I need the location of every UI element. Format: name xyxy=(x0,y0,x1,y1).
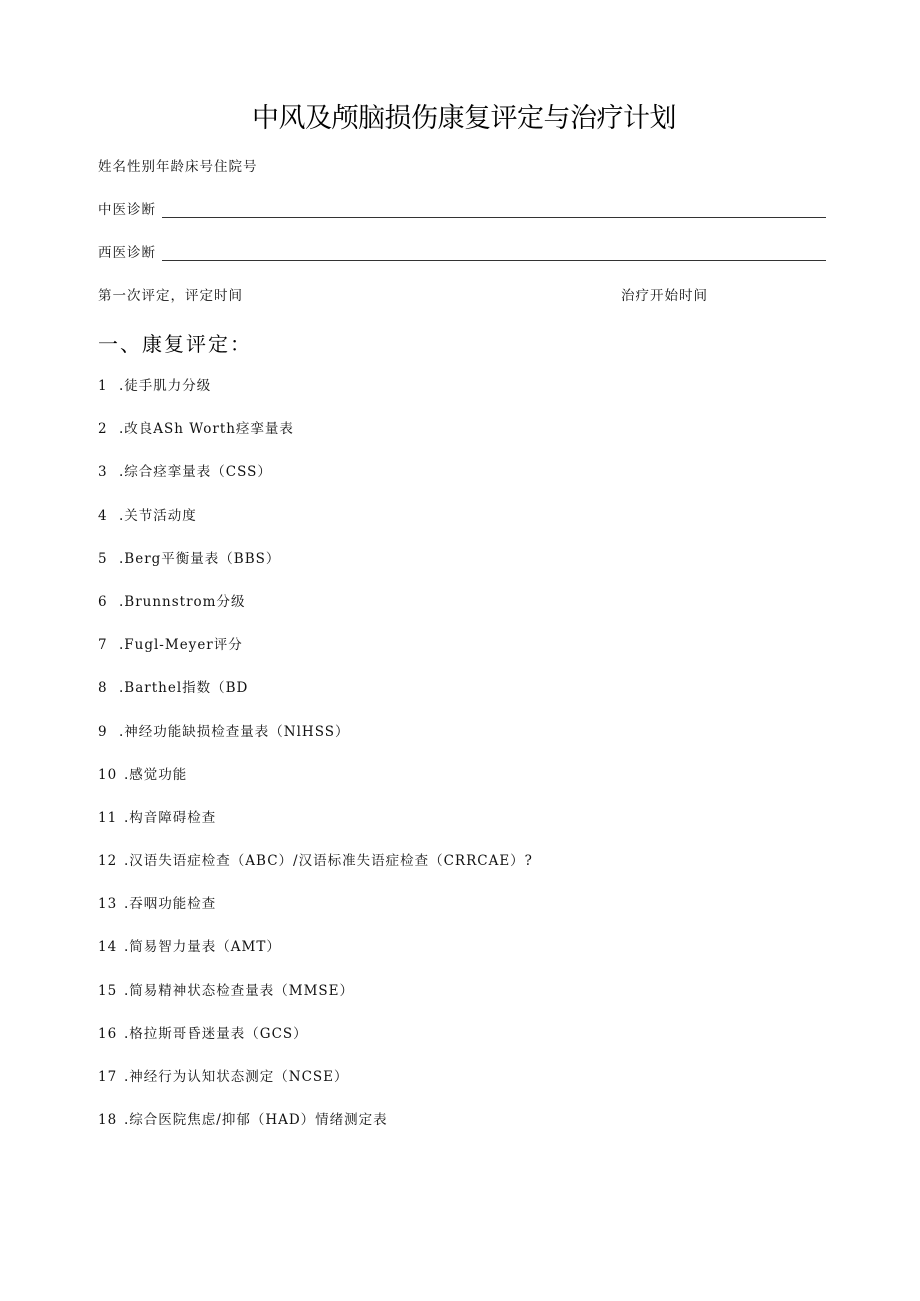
item-number: 2 xyxy=(98,421,108,438)
list-item xyxy=(98,982,533,1025)
list-item xyxy=(98,636,533,679)
item-number: 3 xyxy=(98,464,108,481)
item-text: .Barthel指数（BD xyxy=(119,680,249,697)
item-text: .吞咽功能检查 xyxy=(124,896,217,913)
item-text: .Brunnstrom分级 xyxy=(119,593,246,610)
item-number: 1 xyxy=(98,378,108,394)
page-title: 中风及颅脑损伤康复评定与治疗计划 xyxy=(252,103,676,134)
item-text: .神经功能缺损检查量表（NlHSS） xyxy=(119,723,350,740)
item-text: .Berg平衡量表（BBS） xyxy=(119,550,281,567)
section-heading: 一、康复评定： xyxy=(98,332,252,356)
western-diagnosis-blank[interactable] xyxy=(162,248,826,261)
list-item xyxy=(98,1068,533,1111)
item-number: 7 xyxy=(98,637,108,654)
item-text: .关节活动度 xyxy=(119,507,197,524)
item-number: 16 xyxy=(98,1025,118,1042)
list-item xyxy=(98,679,533,722)
list-item xyxy=(98,463,533,506)
list-item xyxy=(98,938,533,981)
item-text: .构音障碍检查 xyxy=(124,809,217,826)
item-number: 5 xyxy=(98,550,108,567)
list-item xyxy=(98,507,533,550)
item-text: .改良ASh Worth痉挛量表 xyxy=(119,421,294,438)
item-text: .感觉功能 xyxy=(124,766,188,783)
western-diagnosis-label: 西医诊断 xyxy=(98,245,156,261)
treatment-start-label: 治疗开始时间 xyxy=(621,288,708,304)
list-item xyxy=(98,766,533,809)
item-number: 18 xyxy=(98,1112,118,1129)
item-text: .简易智力量表（AMT） xyxy=(124,939,281,956)
item-number: 15 xyxy=(98,982,118,999)
item-number: 8 xyxy=(98,680,108,697)
patient-info-line: 姓名性别年龄床号住院号 xyxy=(98,159,258,175)
item-number: 6 xyxy=(98,593,108,610)
item-text: .徒手肌力分级 xyxy=(119,378,212,394)
list-item xyxy=(98,852,533,895)
list-item xyxy=(98,377,533,420)
list-item xyxy=(98,1025,533,1068)
item-number: 14 xyxy=(98,939,118,956)
list-item xyxy=(98,420,533,463)
item-text: .综合医院焦虑/抑郁（HAD）情绪测定表 xyxy=(124,1112,388,1129)
list-item xyxy=(98,593,533,636)
item-text: .Fugl-Meyer评分 xyxy=(119,637,243,654)
item-number: 4 xyxy=(98,507,108,524)
list-item xyxy=(98,550,533,593)
item-number: 10 xyxy=(98,766,118,783)
tcm-diagnosis-row xyxy=(98,198,826,218)
list-item xyxy=(98,809,533,852)
item-number: 12 xyxy=(98,853,118,870)
list-item xyxy=(98,895,533,938)
list-item xyxy=(98,723,533,766)
item-number: 17 xyxy=(98,1069,118,1085)
item-text: .简易精神状态检查量表（MMSE） xyxy=(124,982,355,999)
item-number: 13 xyxy=(98,896,118,913)
item-number: 9 xyxy=(98,723,108,740)
item-number: 11 xyxy=(98,809,118,826)
item-text: .汉语失语症检查（ABC）/汉语标准失语症检查（CRRCAE）? xyxy=(124,853,533,870)
tcm-diagnosis-label: 中医诊断 xyxy=(98,202,156,218)
first-assessment-label: 第一次评定，评定时间 xyxy=(98,288,243,304)
tcm-diagnosis-blank[interactable] xyxy=(162,205,826,218)
item-text: .格拉斯哥昏迷量表（GCS） xyxy=(124,1025,308,1042)
western-diagnosis-row xyxy=(98,241,826,261)
assessment-list xyxy=(98,377,533,1154)
list-item xyxy=(98,1111,533,1154)
item-text: .综合痉挛量表（CSS） xyxy=(119,464,272,481)
item-text: .神经行为认知状态测定（NCSE） xyxy=(124,1069,349,1085)
